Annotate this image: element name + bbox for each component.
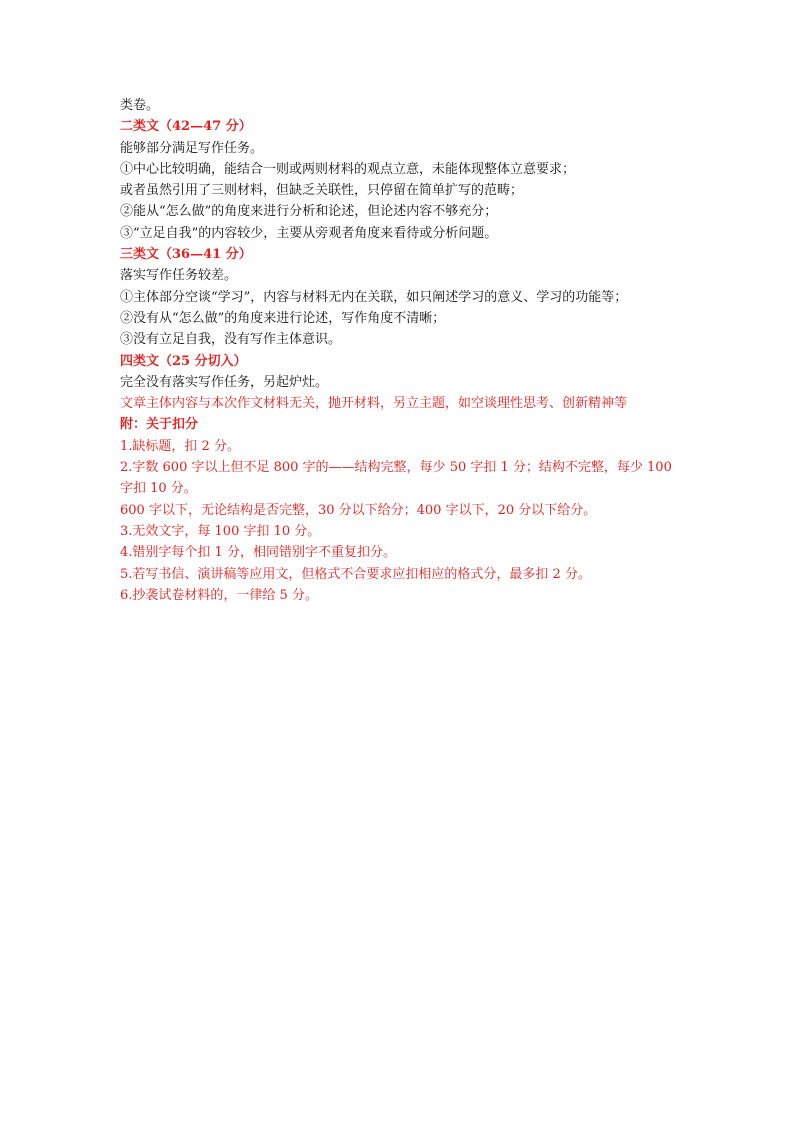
text-line: ①主体部分空谈“学习”，内容与材料无内在关联，如只阐述学习的意义、学习的功能等； <box>120 289 628 305</box>
deduction-item: 3.无效文字，每 100 字扣 10 分。 <box>120 523 321 539</box>
deduction-item: 600 字以下，无论结构是否完整，30 分以下给分；400 字以下，20 分以下给分。 <box>120 502 597 518</box>
text-line: 完全没有落实写作任务，另起炉灶。 <box>120 374 329 390</box>
text-line: ③“立足自我”的内容较少，主要从旁观者角度来看待或分析问题。 <box>120 225 498 241</box>
text-line: ②没有从“怎么做”的角度来进行论述，写作角度不清晰； <box>120 310 446 326</box>
text-line: 能够部分满足写作任务。 <box>120 140 264 156</box>
document-page <box>120 95 690 606</box>
text-line: ②能从“怎么做”的角度来进行分析和论述，但论述内容不够充分； <box>120 204 498 220</box>
grade-heading-4: 四类文（25 分切入） <box>120 353 247 369</box>
grade-heading-3: 三类文（36—41 分） <box>120 247 252 263</box>
grade-heading-2: 二类文（42—47 分） <box>120 119 252 135</box>
text-line: 落实写作任务较差。 <box>120 268 238 284</box>
deduction-item: 4.错别字每个扣 1 分，相同错别字不重复扣分。 <box>120 545 396 561</box>
text-line: ①中心比较明确，能结合一则或两则材料的观点立意，未能体现整体立意要求； <box>120 161 576 177</box>
deduction-item: 字扣 10 分。 <box>120 481 197 497</box>
deduction-item: 2.字数 600 字以上但不足 800 字的——结构完整，每少 50 字扣 1 分；结构不完整，每少 100 <box>120 460 672 476</box>
deduction-item: 1.缺标题，扣 2 分。 <box>120 438 240 454</box>
text-line: 类卷。 <box>120 98 160 113</box>
deduction-item: 6.抄袭试卷材料的，一律给 5 分。 <box>120 587 318 603</box>
deduction-heading: 附：关于扣分 <box>120 417 199 433</box>
text-line: ③没有立足自我，没有写作主体意识。 <box>120 332 342 348</box>
text-line: 或者虽然引用了三则材料，但缺乏关联性，只停留在简单扩写的范畴； <box>120 183 524 199</box>
red-note-line: 文章主体内容与本次作文材料无关，抛开材料，另立主题，如空谈理性思考、创新精神等 <box>120 396 628 412</box>
deduction-item: 5.若写书信、演讲稿等应用文，但格式不合要求应扣相应的格式分，最多扣 2 分。 <box>120 566 591 582</box>
